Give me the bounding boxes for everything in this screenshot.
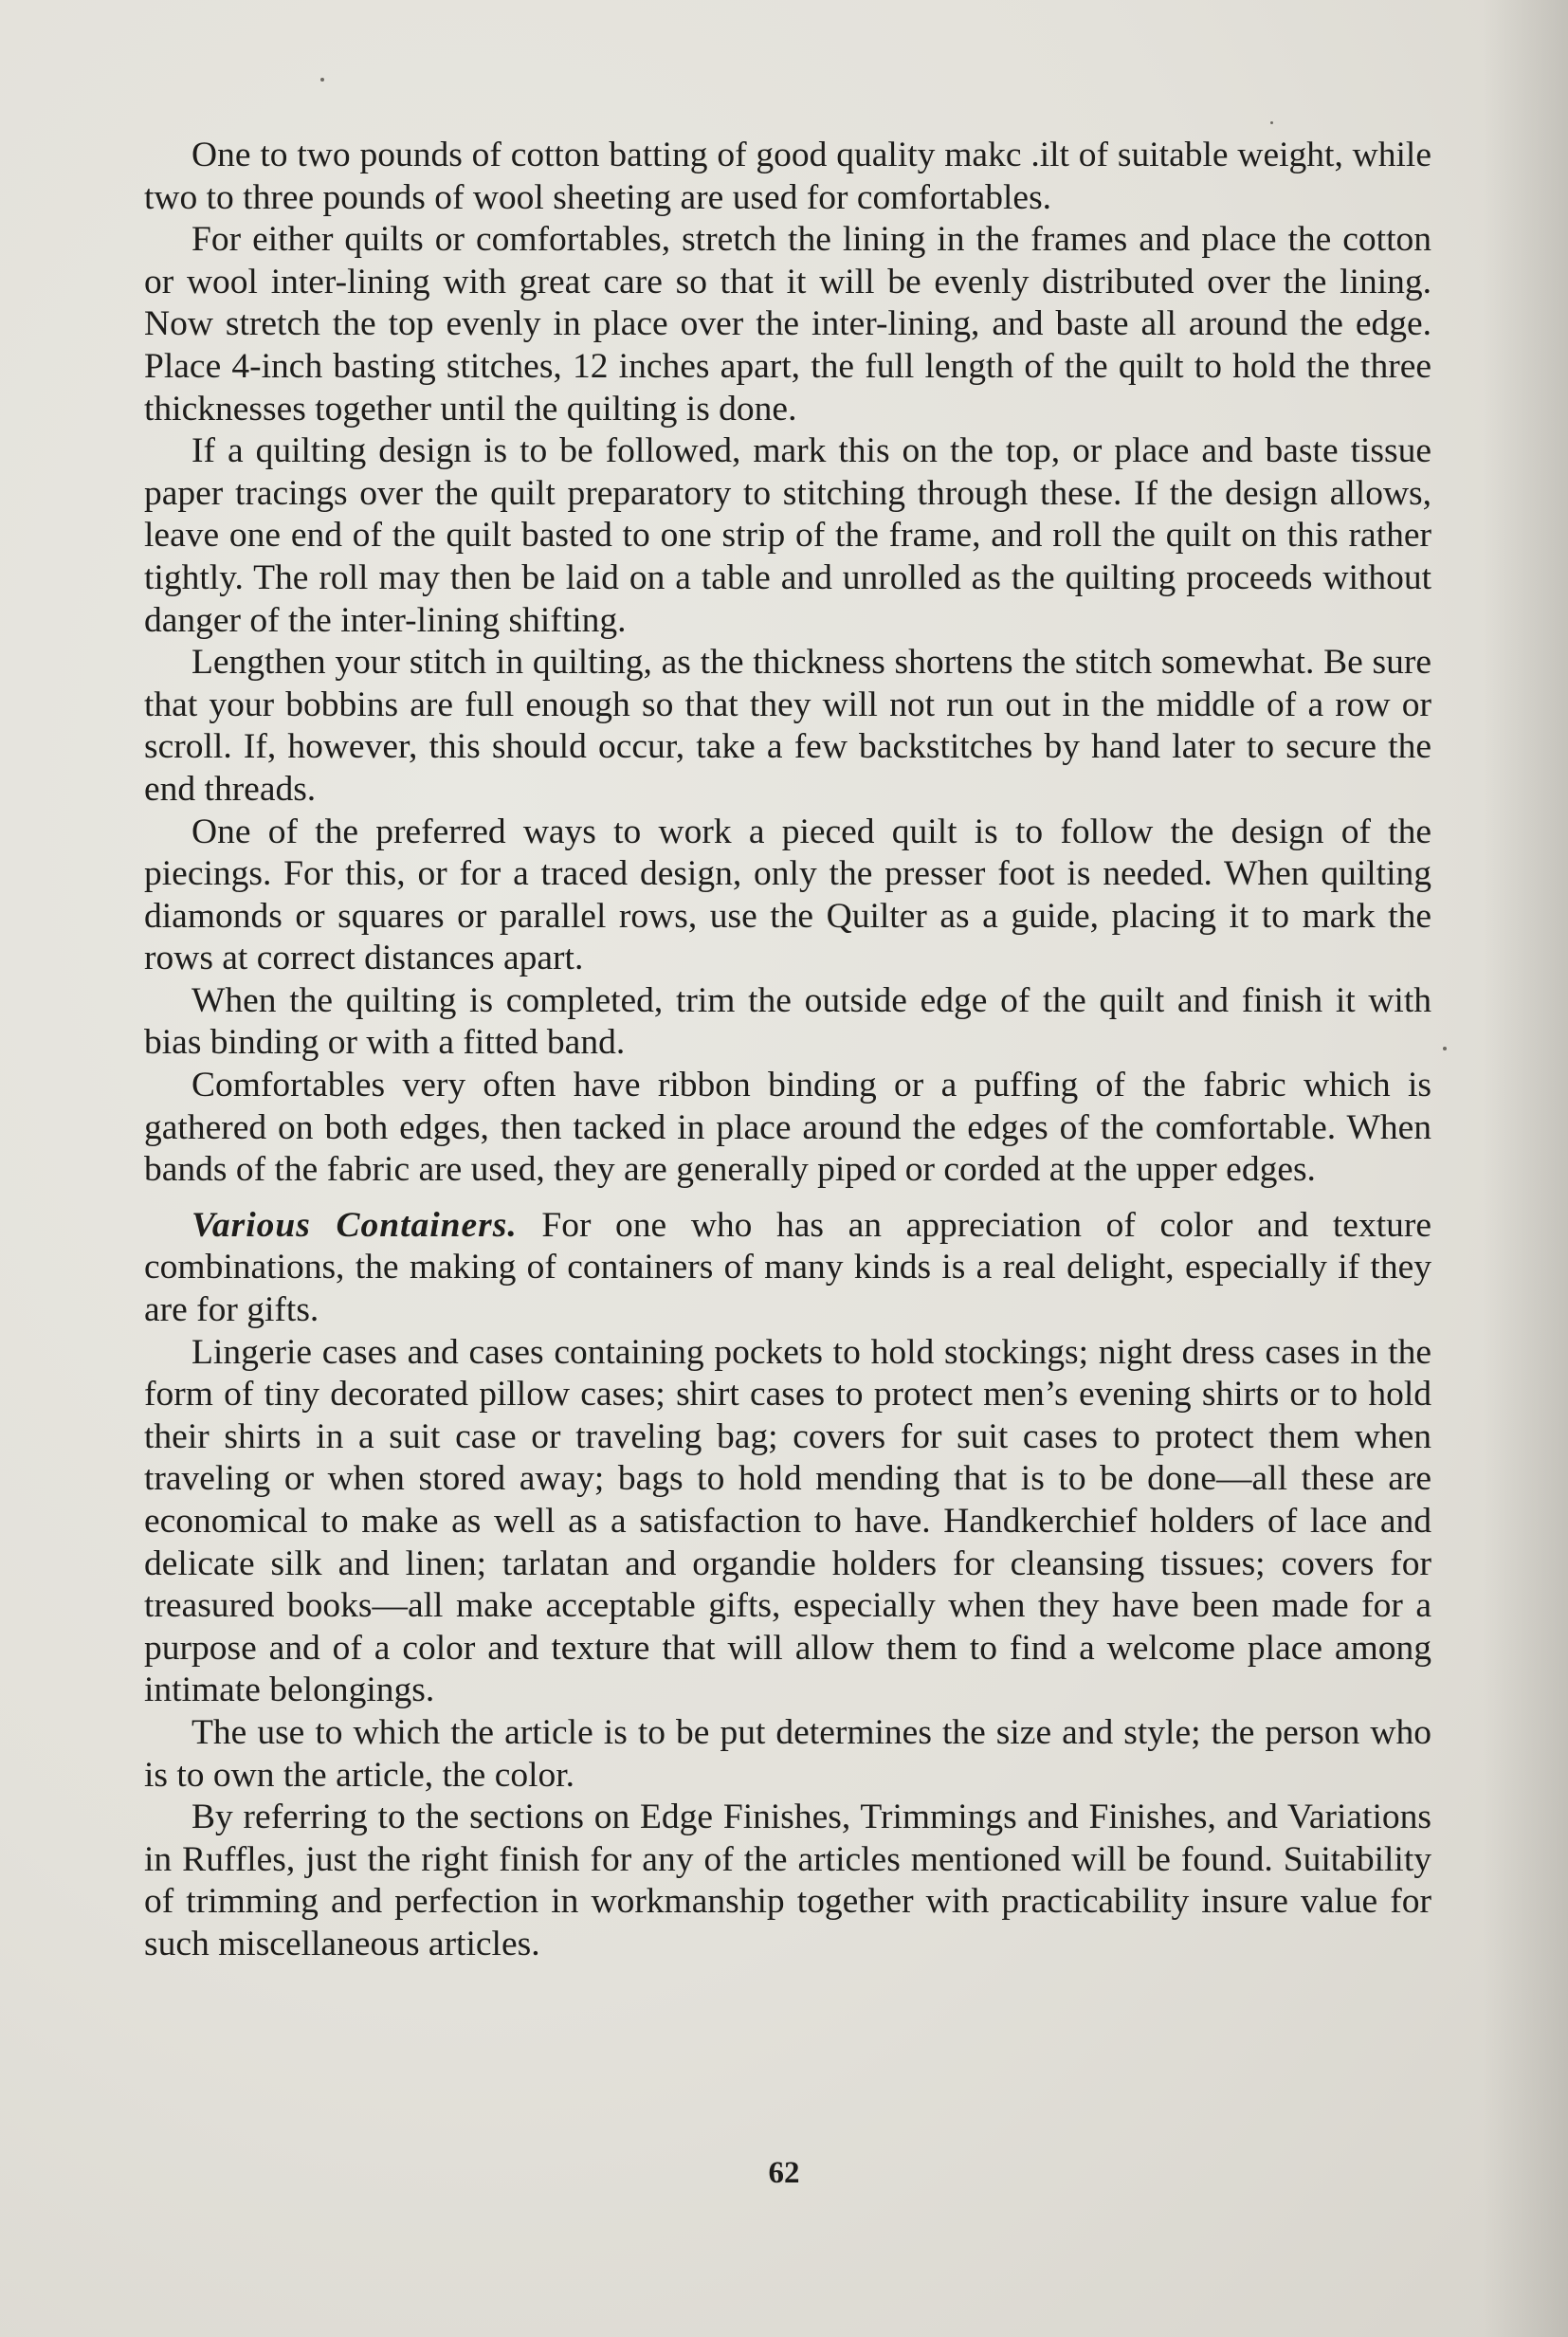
paragraph-pieced-quilt: One of the preferred ways to work a pieced quilt is to follow the design of the piecings. For this, or for a traced design, only the presser foot is needed. When quilting diamonds or squares or parallel rows, use the Quilter as a guide, placing it to mark the rows at correct distances apart.: [144, 812, 1431, 978]
section-intro-text: For one who has an appreciation of color and texture combinations, the making of containers of many kinds is a real delight, especially if they are for gifts.: [144, 1205, 1431, 1330]
paragraph-section-intro: [144, 1205, 1431, 1332]
paper-speck: [1443, 1047, 1447, 1050]
paragraph-finishing: When the quilting is completed, trim the outside edge of the quilt and finish it with bias binding or with a fitted band.: [144, 980, 1431, 1063]
paragraph-containers: Lingerie cases and cases containing pockets to hold stockings; night dress cases in the form of tiny decorated pillow cases; shirt cases to protect men’s evening shirts or to hold their shirts in a suit case or traveling bag; covers for suit cases to protect them when traveling or when stored away; bags to hold mending that is to be done—all these are economical to make as well as a satisfaction to have. Handkerchief holders of lace and delicate silk and linen; tarlatan and organdie holders for cleansing tissues; covers for treasured books—all make acceptable gifts, especially when they have been made for a purpose and of a color and texture that will allow them to find a welcome place among intimate belongings.: [144, 1332, 1431, 1710]
body-text: [144, 135, 1431, 1966]
paragraph-stitch-length: Lengthen your stitch in quilting, as the thickness shortens the stitch somewhat. Be sure that your bobbins are full enough so that they will not run out in the middle of a row or scroll. If, however, this should occur, take a few backstitches by hand later to secure the end threads.: [144, 643, 1431, 809]
paper-speck: [1270, 121, 1273, 124]
paragraph-comfortables: Comfortables very often have ribbon binding or a puffing of the fabric which is gathered on both edges, then tacked in place around the edges of the comfortable. When bands of the fabric are used, they are generally piped or corded at the upper edges.: [144, 1066, 1431, 1190]
paper-speck: [320, 78, 324, 82]
paragraph-size-style: The use to which the article is to be put determines the size and style; the person who is to own the article, the color.: [144, 1712, 1431, 1795]
paragraph-design: If a quilting design is to be followed, mark this on the top, or place and baste tissue paper tracings over the quilt preparatory to stitching through these. If the design allows, leave one end of the quilt basted to one strip of the frame, and roll the quilt on this rather tightly. The roll may then be laid on a table and unrolled as the quilting proceeds without danger of the inter-lining shifting.: [144, 431, 1431, 640]
page-number: 62: [768, 2156, 800, 2190]
section-heading: Various Containers.: [191, 1205, 518, 1245]
paragraph-stretching: For either quilts or comfortables, stretch the lining in the frames and place the cotton or wool inter-lining with great care so that it will be evenly distributed over the lining. Now stretch the top evenly in place over the inter-lining, and baste all around the edge. Place 4-inch basting stitches, 12 inches apart, the full length of the quilt to hold the three thicknesses together until the quilting is done.: [144, 220, 1431, 429]
paragraph-batting: One to two pounds of cotton batting of good quality makc .ilt of suitable weight, while two to three pounds of wool sheeting are used for comfortables.: [144, 136, 1431, 217]
paragraph-finishes: By referring to the sections on Edge Finishes, Trimmings and Finishes, and Variations in Ruffles, just the right finish for any of the articles mentioned will be found. Suitability of trimming and perfection in workmanship together with practicability insure value for such miscellaneous articles.: [144, 1798, 1431, 1963]
